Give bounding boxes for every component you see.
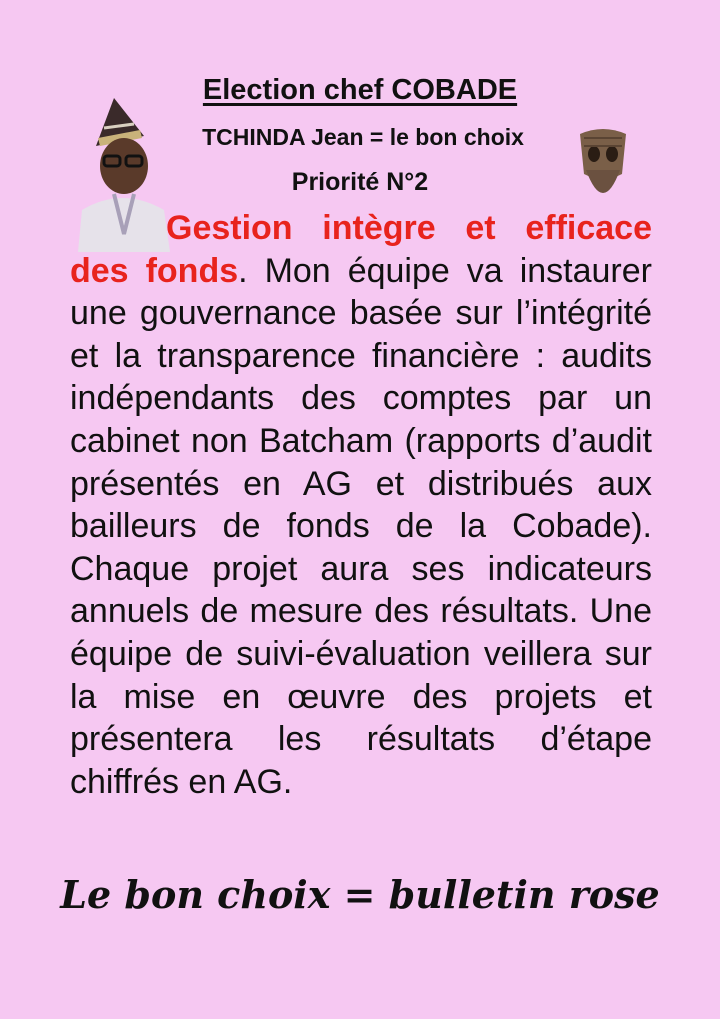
priority-heading: Priorité N°2 bbox=[291, 168, 429, 196]
highlighted-heading: Gestion intègre et efficace des fonds bbox=[70, 209, 652, 290]
page-title: Election chef COBADE bbox=[202, 74, 518, 106]
candidate-slogan: TCHINDA Jean = le bon choix bbox=[202, 124, 524, 150]
body-paragraph bbox=[70, 207, 652, 803]
closing-slogan: Le bon choix = bulletin rose bbox=[60, 872, 660, 917]
body-text: . Mon équipe va instaurer une gouvernance basée sur l’intégrité et la transparence financière : audits indépendants des comptes par un cabinet non Batcham (rapports d’audit présentés en AG et distribués aux bailleurs de fonds de la Cobade). Chaque projet aura ses indicateurs annuels de mesure des résultats. Une équipe de suivi-évaluation veillera sur la mise en œuvre des projets et présentera les résultats d’étape chiffrés en AG. bbox=[70, 251, 652, 801]
